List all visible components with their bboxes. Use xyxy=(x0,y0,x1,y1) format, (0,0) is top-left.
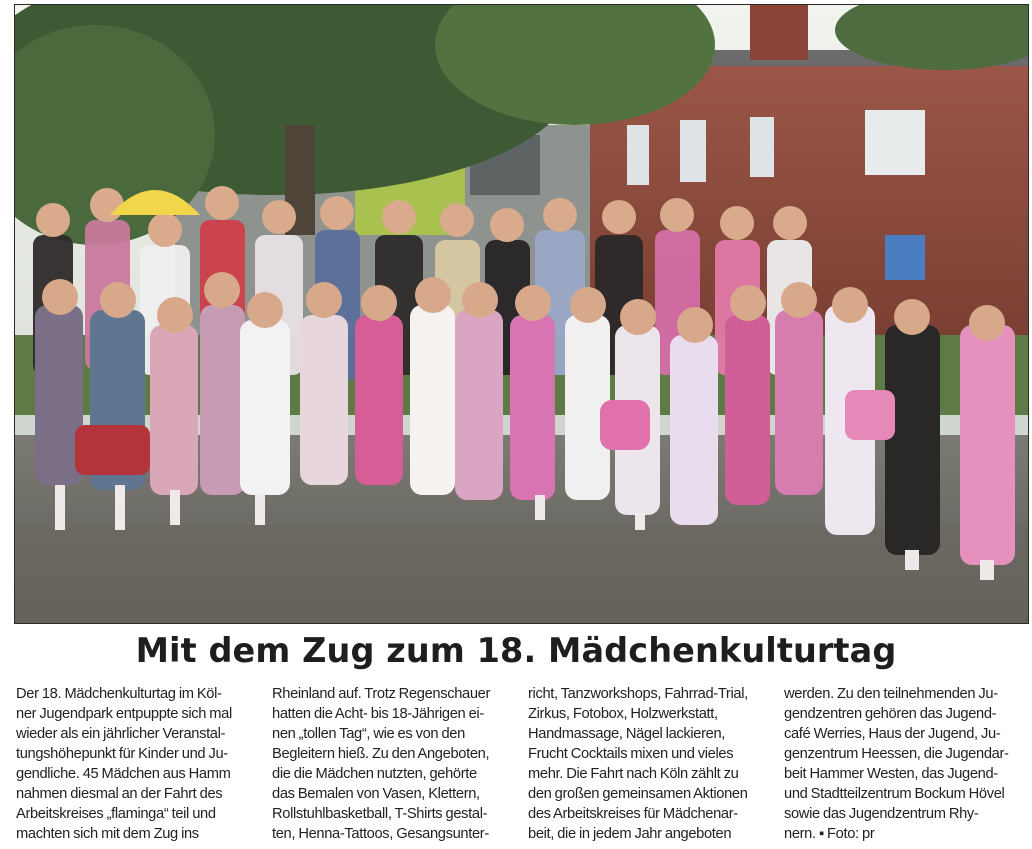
article-column-1: Der 18. Mädchenkulturtag im Köl- ner Jugendpark entpuppte sich mal wieder als ein jährlicher Veranstal- tungshöhepunkt für Kinder und Ju- gendliche. 45 Mädchen aus Hamm nahmen diesmal an der Fahrt des Arbeitskreises „flaminga“ teil und machten sich mit dem Zug ins xyxy=(16,686,232,842)
group-photo xyxy=(14,4,1029,624)
article-headline: Mit dem Zug zum 18. Mädchenkulturtag xyxy=(135,631,897,670)
article-column-4: werden. Zu den teilnehmenden Ju- gendzentren gehören das Jugend- café Werries, Haus der Jugend, Ju- genzentrum Heessen, die Jugendar- beit Hammer Westen, das Jugend- und Stadtteilzentrum Bockum Hövel sowie das Jugendzentrum Rhy- nern. ▪ Foto: pr xyxy=(784,686,1009,842)
group-photo-illustration xyxy=(15,5,1028,623)
article-body xyxy=(16,684,1024,846)
article-column-3: richt, Tanzworkshops, Fahrrad-Trial, Zirkus, Fotobox, Holzwerkstatt, Handmassage, Nägel lackieren, Frucht Cocktails mixen und vieles mehr. Die Fahrt nach Köln zählt zu den großen gemeinsamen Aktionen des Arbeitskreises für Mädchenar- beit, die in jedem Jahr angeboten xyxy=(528,686,748,842)
article-column-2: Rheinland auf. Trotz Regenschauer hatten die Acht- bis 18-Jährigen ei- nen „tollen Tag“, wie es von den Begleitern hieß. Zu den Angeboten, die die Mädchen nutzten, gehörte das Bemalen von Vasen, Klettern, Rollstuhlbasketball, T-Shirts gestal- ten, Henna-Tattoos, Gesangsunter- xyxy=(272,686,491,842)
